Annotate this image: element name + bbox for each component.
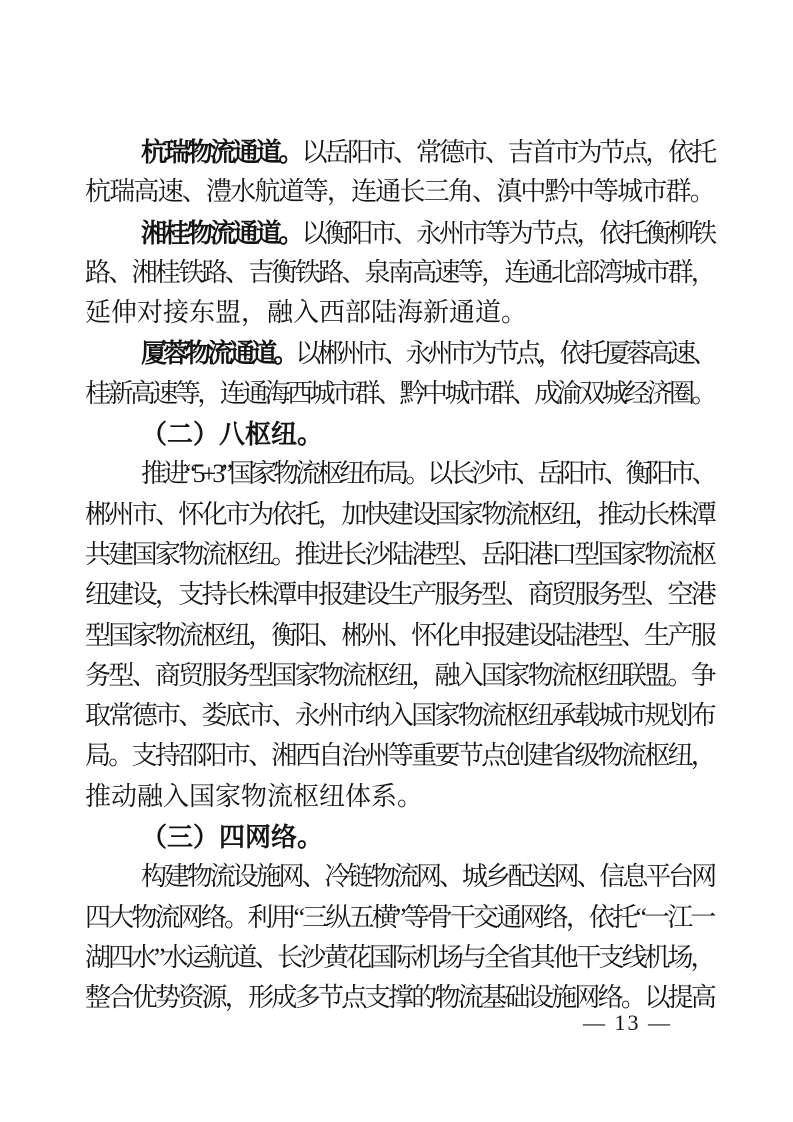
- body-text-line: [85, 898, 714, 938]
- body-text-line: [85, 535, 714, 575]
- body-text-line: [85, 213, 714, 253]
- text-run: 局。支持邵阳市、湘西自治州等重要节点创建省级物流枢纽，: [85, 741, 715, 771]
- bold-lead-text: 杭瑞物流通道。: [141, 137, 302, 167]
- body-text-line: [85, 293, 714, 333]
- body-text-line: [85, 374, 714, 414]
- text-run: 整合优势资源，形成多节点支撑的物流基础设施网络。以提高: [85, 983, 715, 1013]
- page-number: — 13 —: [583, 1010, 672, 1035]
- text-run: 推进“5+3”国家物流枢纽布局。以长沙市、岳阳市、衡阳市、: [141, 459, 714, 489]
- section-heading-line: [85, 414, 714, 454]
- bold-lead-text: 湘桂物流通道。: [141, 217, 302, 248]
- text-run: 四大物流网络。利用“三纵五横”等骨干交通网络，依托“一江一: [85, 902, 714, 932]
- text-run: 务型、商贸服务型国家物流枢纽，融入国家物流枢纽联盟。争: [85, 660, 715, 690]
- document-text-block: [85, 132, 714, 1019]
- text-run: 以郴州市、永州市为节点，依托厦蓉高速、: [295, 339, 715, 369]
- body-text-line: [85, 172, 714, 212]
- bold-lead-text: 厦蓉物流通道。: [141, 338, 296, 369]
- body-text-line: [85, 132, 714, 172]
- text-run: 湖四水”水运航道、长沙黄花国际机场与全省其他干支线机场，: [85, 942, 714, 972]
- text-run: 以衡阳市、永州市等为节点，依托衡柳铁: [301, 218, 715, 248]
- text-run: 延伸对接东盟，融入西部陆海新通道。: [85, 298, 528, 328]
- text-run: 杭瑞高速、澧水航道等，连通长三角、滇中黔中等城市群。: [85, 177, 714, 207]
- body-text-line: [85, 938, 714, 978]
- text-run: 构建物流设施网、冷链物流网、城乡配送网、信息平台网: [141, 862, 715, 892]
- body-text-line: [85, 495, 714, 535]
- body-text-line: [85, 736, 714, 776]
- body-text-line: [85, 333, 714, 373]
- section-heading-line: [85, 817, 714, 857]
- text-run: 纽建设，支持长株潭申报建设生产服务型、商贸服务型、空港: [85, 580, 715, 610]
- text-run: 共建国家物流枢纽。推进长沙陆港型、岳阳港口型国家物流枢: [85, 539, 715, 569]
- body-text-line: [85, 454, 714, 494]
- text-run: 桂新高速等，连通海西城市群、黔中城市群、成渝双城经济圈。: [85, 378, 714, 408]
- body-text-line: [85, 696, 714, 736]
- body-text-line: [85, 575, 714, 615]
- body-text-line: [85, 616, 714, 656]
- text-run: 郴州市、怀化市为依托，加快建设国家物流枢纽，推动长株潭: [85, 499, 715, 529]
- bold-lead-text: （三）四网络。: [141, 822, 324, 853]
- text-run: 型国家物流枢纽，衡阳、郴州、怀化申报建设陆港型、生产服: [85, 620, 715, 650]
- body-text-line: [85, 253, 714, 293]
- text-run: 以岳阳市、常德市、吉首市为节点，依托: [301, 138, 715, 167]
- body-text-line: [85, 656, 714, 696]
- text-run: 路、湘桂铁路、吉衡铁路、泉南高速等，连通北部湾城市群，: [85, 257, 715, 287]
- text-run: 取常德市、娄底市、永州市纳入国家物流枢纽承载城市规划布: [85, 701, 715, 731]
- bold-lead-text: （二）八枢纽。: [141, 419, 324, 450]
- text-run: 推动融入国家物流枢纽体系。: [85, 781, 424, 811]
- body-text-line: [85, 857, 714, 897]
- body-text-line: [85, 777, 714, 817]
